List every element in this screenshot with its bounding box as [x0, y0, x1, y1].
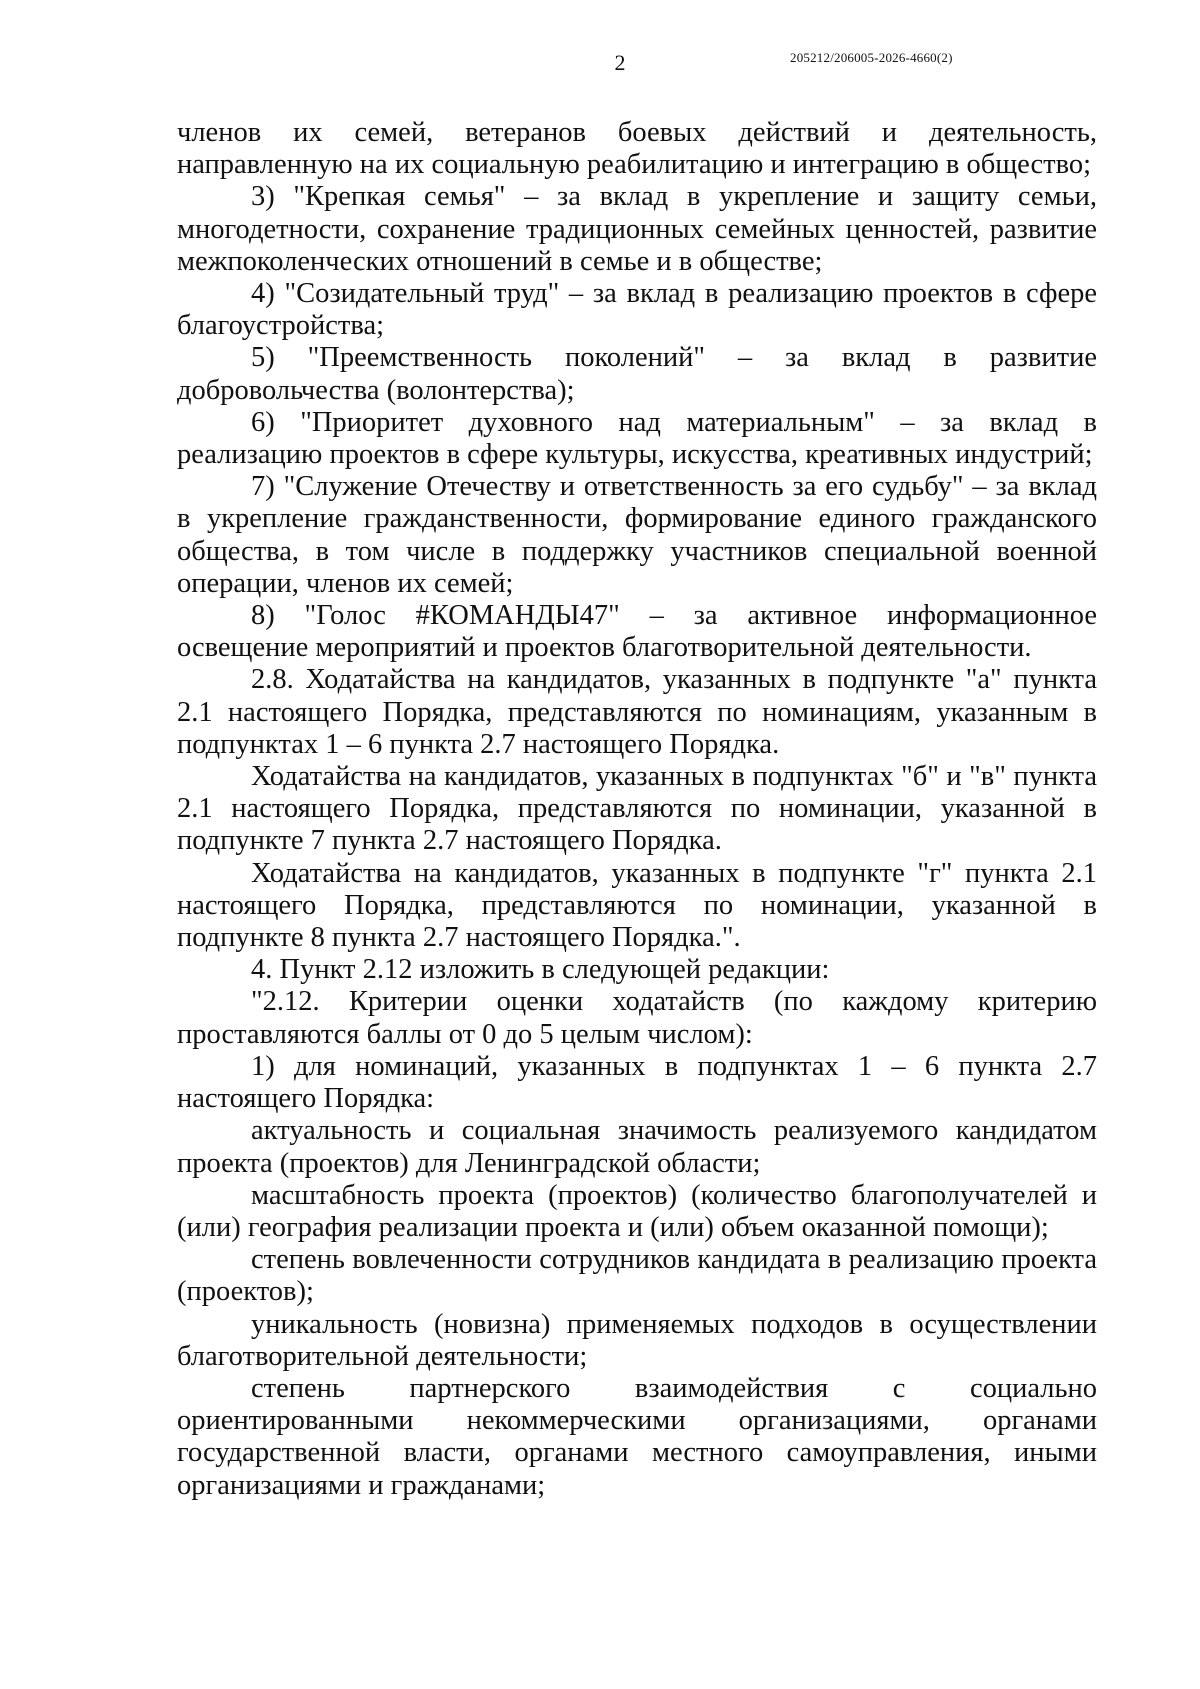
document-body [177, 117, 1097, 1502]
paragraph: 4) "Созидательный труд" – за вклад в реализацию проектов в сфере благоустройства; [177, 278, 1097, 342]
paragraph: 8) "Голос #КОМАНДЫ47" – за активное информационное освещение мероприятий и проектов благотворительной деятельности. [177, 600, 1097, 664]
paragraph: 6) "Приоритет духовного над материальным" – за вклад в реализацию проектов в сфере культуры, искусства, креативных индустрий; [177, 406, 1097, 471]
paragraph: 7) "Служение Отечеству и ответственность за его судьбу" – за вклад в укрепление гражданственности, формирование единого гражданского общества, в том числе в поддержку участников специальной военной операции, членов их семей; [177, 471, 1097, 599]
paragraph: 5) "Преемственность поколений" – за вклад в развитие добровольчества (волонтерства); [177, 342, 1097, 406]
paragraph: "2.12. Критерии оценки ходатайств (по каждому критерию проставляются баллы от 0 до 5 целым числом): [177, 986, 1097, 1050]
paragraph: уникальность (новизна) применяемых подходов в осуществлении благотворительной деятельности; [177, 1308, 1097, 1372]
paragraph: степень вовлеченности сотрудников кандидата в реализацию проекта (проектов); [177, 1244, 1097, 1308]
paragraph: степень партнерского взаимодействия с социально ориентированными некоммерческими организациями, органами государственной власти, органами местного самоуправления, иными организациями и гражданами; [177, 1372, 1097, 1501]
page-number: 2 [614, 50, 626, 75]
document-id: 205212/206005-2026-4660(2) [790, 50, 953, 65]
paragraph: 4. Пункт 2.12 изложить в следующей редакции: [251, 954, 830, 986]
paragraph: Ходатайства на кандидатов, указанных в подпункте "г" пункта 2.1 настоящего Порядка, представляются по номинации, указанной в подпункте 8 пункта 2.7 настоящего Порядка.". [177, 857, 1097, 954]
paragraph: 3) "Крепкая семья" – за вклад в укрепление и защиту семьи, многодетности, сохранение традиционных семейных ценностей, развитие межпоколенческих отношений в семье и в обществе; [177, 181, 1097, 277]
paragraph: членов их семей, ветеранов боевых действий и деятельность, направленную на их социальную реабилитацию и интеграцию в общество; [177, 117, 1097, 181]
paragraph: 2.8. Ходатайства на кандидатов, указанных в подпункте "а" пункта 2.1 настоящего Порядка, представляются по номинациям, указанным в подпунктах 1 – 6 пункта 2.7 настоящего Порядка. [177, 664, 1097, 760]
paragraph: масштабность проекта (проектов) (количество благополучателей и (или) география реализации проекта и (или) объем оказанной помощи); [177, 1179, 1097, 1243]
paragraph: Ходатайства на кандидатов, указанных в подпунктах "б" и "в" пункта 2.1 настоящего Порядка, представляются по номинации, указанной в подпункте 7 пункта 2.7 настоящего Порядка. [177, 761, 1097, 857]
paragraph: актуальность и социальная значимость реализуемого кандидатом проекта (проектов) для Ленинградской области; [177, 1115, 1097, 1179]
paragraph: 1) для номинаций, указанных в подпунктах 1 – 6 пункта 2.7 настоящего Порядка: [177, 1050, 1097, 1115]
